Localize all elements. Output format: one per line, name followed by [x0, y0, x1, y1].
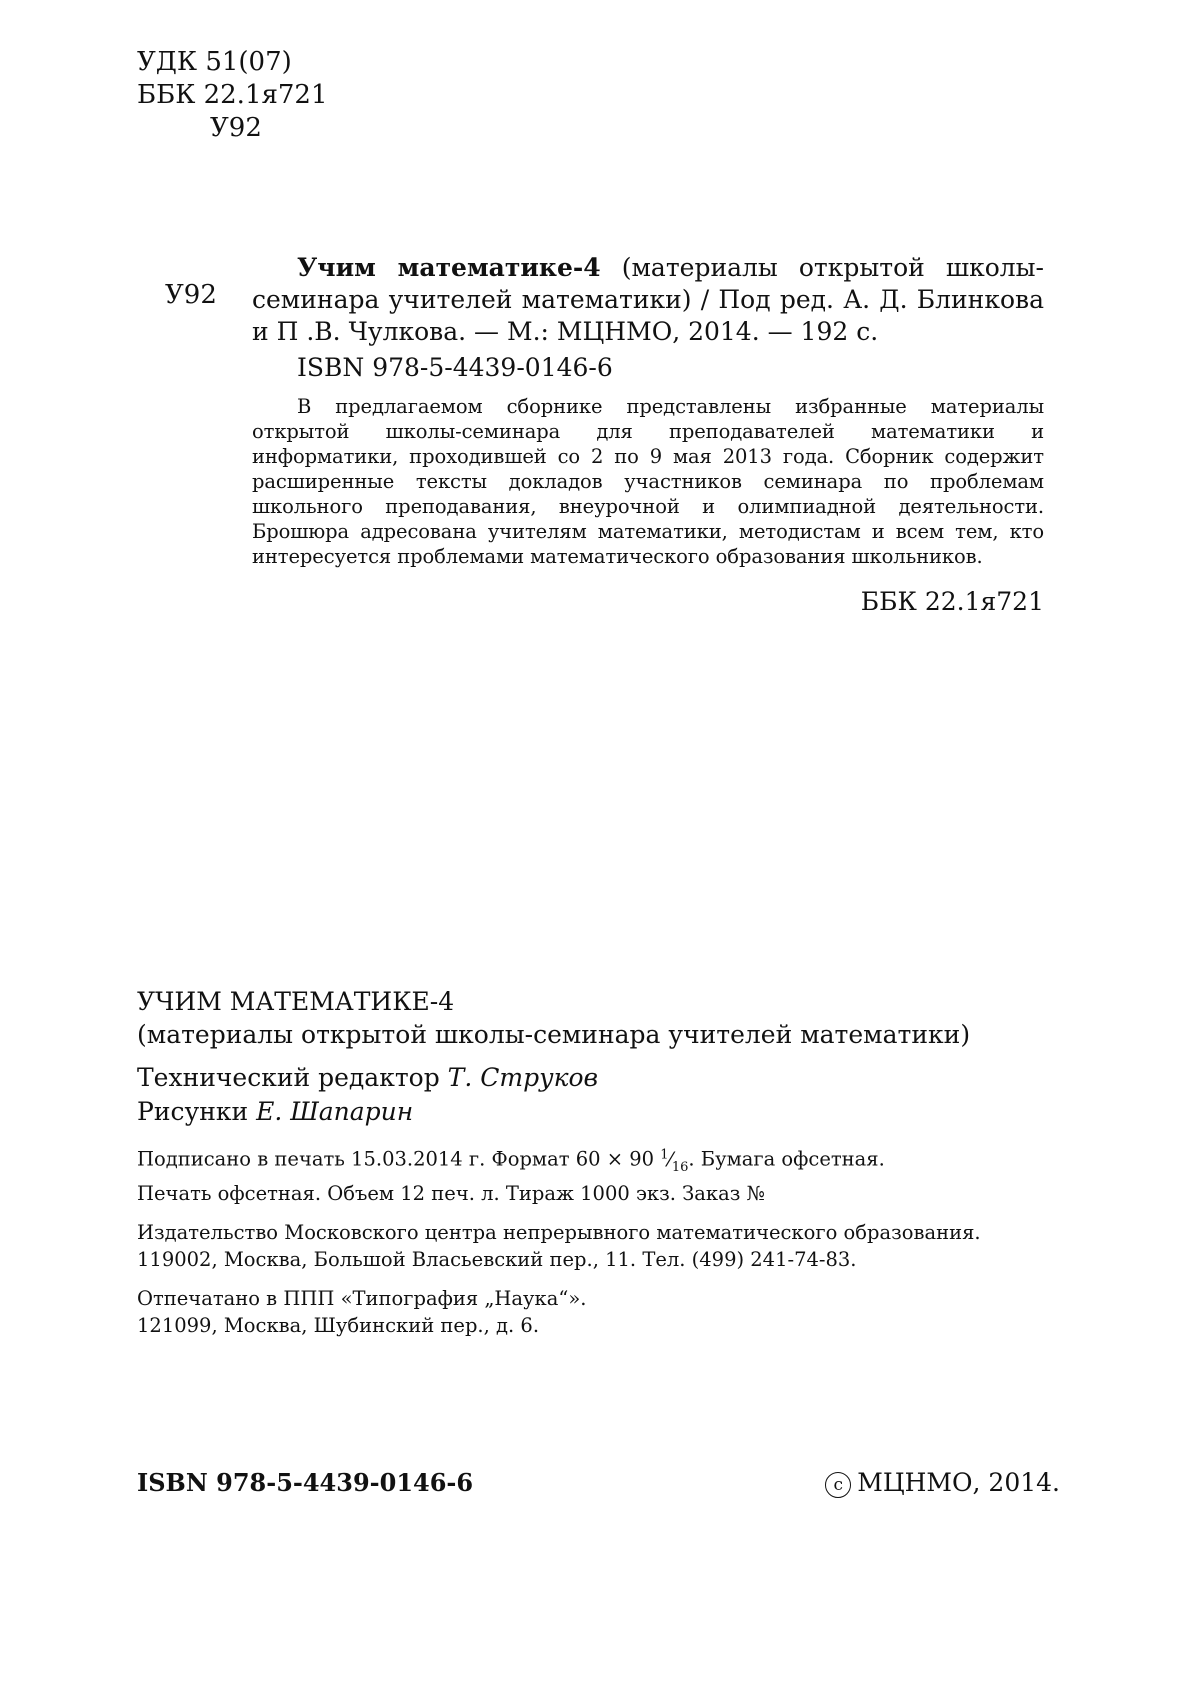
footer-isbn: ISBN 978-5-4439-0146-6 [137, 1468, 473, 1497]
print-line-2: Печать офсетная. Объем 12 печ. л. Тираж 1000 экз. Заказ № [137, 1180, 1072, 1207]
printer-line-1: Отпечатано в ППП «Типография „Наука“». [137, 1285, 1072, 1312]
bbk-code: ББК 22.1я721 [137, 79, 328, 112]
publisher-line-2: 119002, Москва, Большой Власьевский пер., 11. Тел. (499) 241-74-83. [137, 1246, 1072, 1273]
bibliographic-rest: (материалы открытой школы-семинара учителей математики) / Под ред. А. Д. Блинкова и П .В. Чулкова. — М.: МЦНМО, 2014. — 192 с. [252, 253, 1044, 346]
print-details [137, 1141, 1072, 1207]
print-line-1-text: Подписано в печать 15.03.2014 г. Формат 60 × 90 [137, 1148, 660, 1171]
abstract: В предлагаемом сборнике представлены избранные материалы открытой школы-семинара для преподавателей математики и информатики, проходившей со 2 по 9 мая 2013 года. Сборник содержит расширенные тексты докладов участников семинара по проблемам школьного преподавания, внеурочной и олимпиадной деятельности. Брошюра адресована учителям математики, методистам и всем тем, кто интересуется проблемами математического образования школьников. [252, 394, 1044, 569]
imprint-subtitle: (материалы открытой школы-семинара учителей математики) [137, 1018, 1072, 1051]
illustrations-name: Е. Шапарин [256, 1097, 413, 1126]
print-line-1 [137, 1141, 1072, 1180]
bibliographic-description [252, 252, 1044, 348]
copyright-icon: c [825, 1472, 851, 1498]
staff-credits [137, 1061, 1072, 1129]
format-fraction: 1⁄16 [660, 1148, 688, 1171]
udk-code: УДК 51(07) [137, 46, 328, 79]
card-margin-mark: У92 [165, 280, 217, 310]
classification-codes [137, 46, 328, 145]
imprint-block [137, 985, 1072, 1339]
fraction-numerator: 1 [660, 1147, 668, 1162]
book-title-bold: Учим математике-4 [297, 253, 601, 282]
card-isbn: ISBN 978-5-4439-0146-6 [252, 352, 1044, 384]
print-line-1-tail: . Бумага офсетная. [688, 1148, 884, 1171]
printer-line-2: 121099, Москва, Шубинский пер., д. 6. [137, 1312, 1072, 1339]
tech-editor-line [137, 1061, 1072, 1095]
tech-editor-label: Технический редактор [137, 1063, 448, 1092]
publisher-line-1: Издательство Московского центра непрерывного математического образования. [137, 1219, 1072, 1246]
publisher-details [137, 1219, 1072, 1273]
fraction-denominator: 16 [672, 1159, 689, 1174]
copyright-notice [825, 1468, 1060, 1498]
catalog-card [252, 252, 1044, 616]
tech-editor-name: Т. Струков [448, 1063, 598, 1092]
printer-details [137, 1285, 1072, 1339]
illustrations-line [137, 1095, 1072, 1129]
illustrations-label: Рисунки [137, 1097, 256, 1126]
author-mark: У92 [137, 112, 328, 145]
copyright-text: МЦНМО, 2014. [857, 1468, 1060, 1497]
card-bbk: ББК 22.1я721 [252, 587, 1044, 616]
imprint-title: УЧИМ МАТЕМАТИКЕ-4 [137, 985, 1072, 1018]
book-imprint-page [0, 0, 1200, 1700]
